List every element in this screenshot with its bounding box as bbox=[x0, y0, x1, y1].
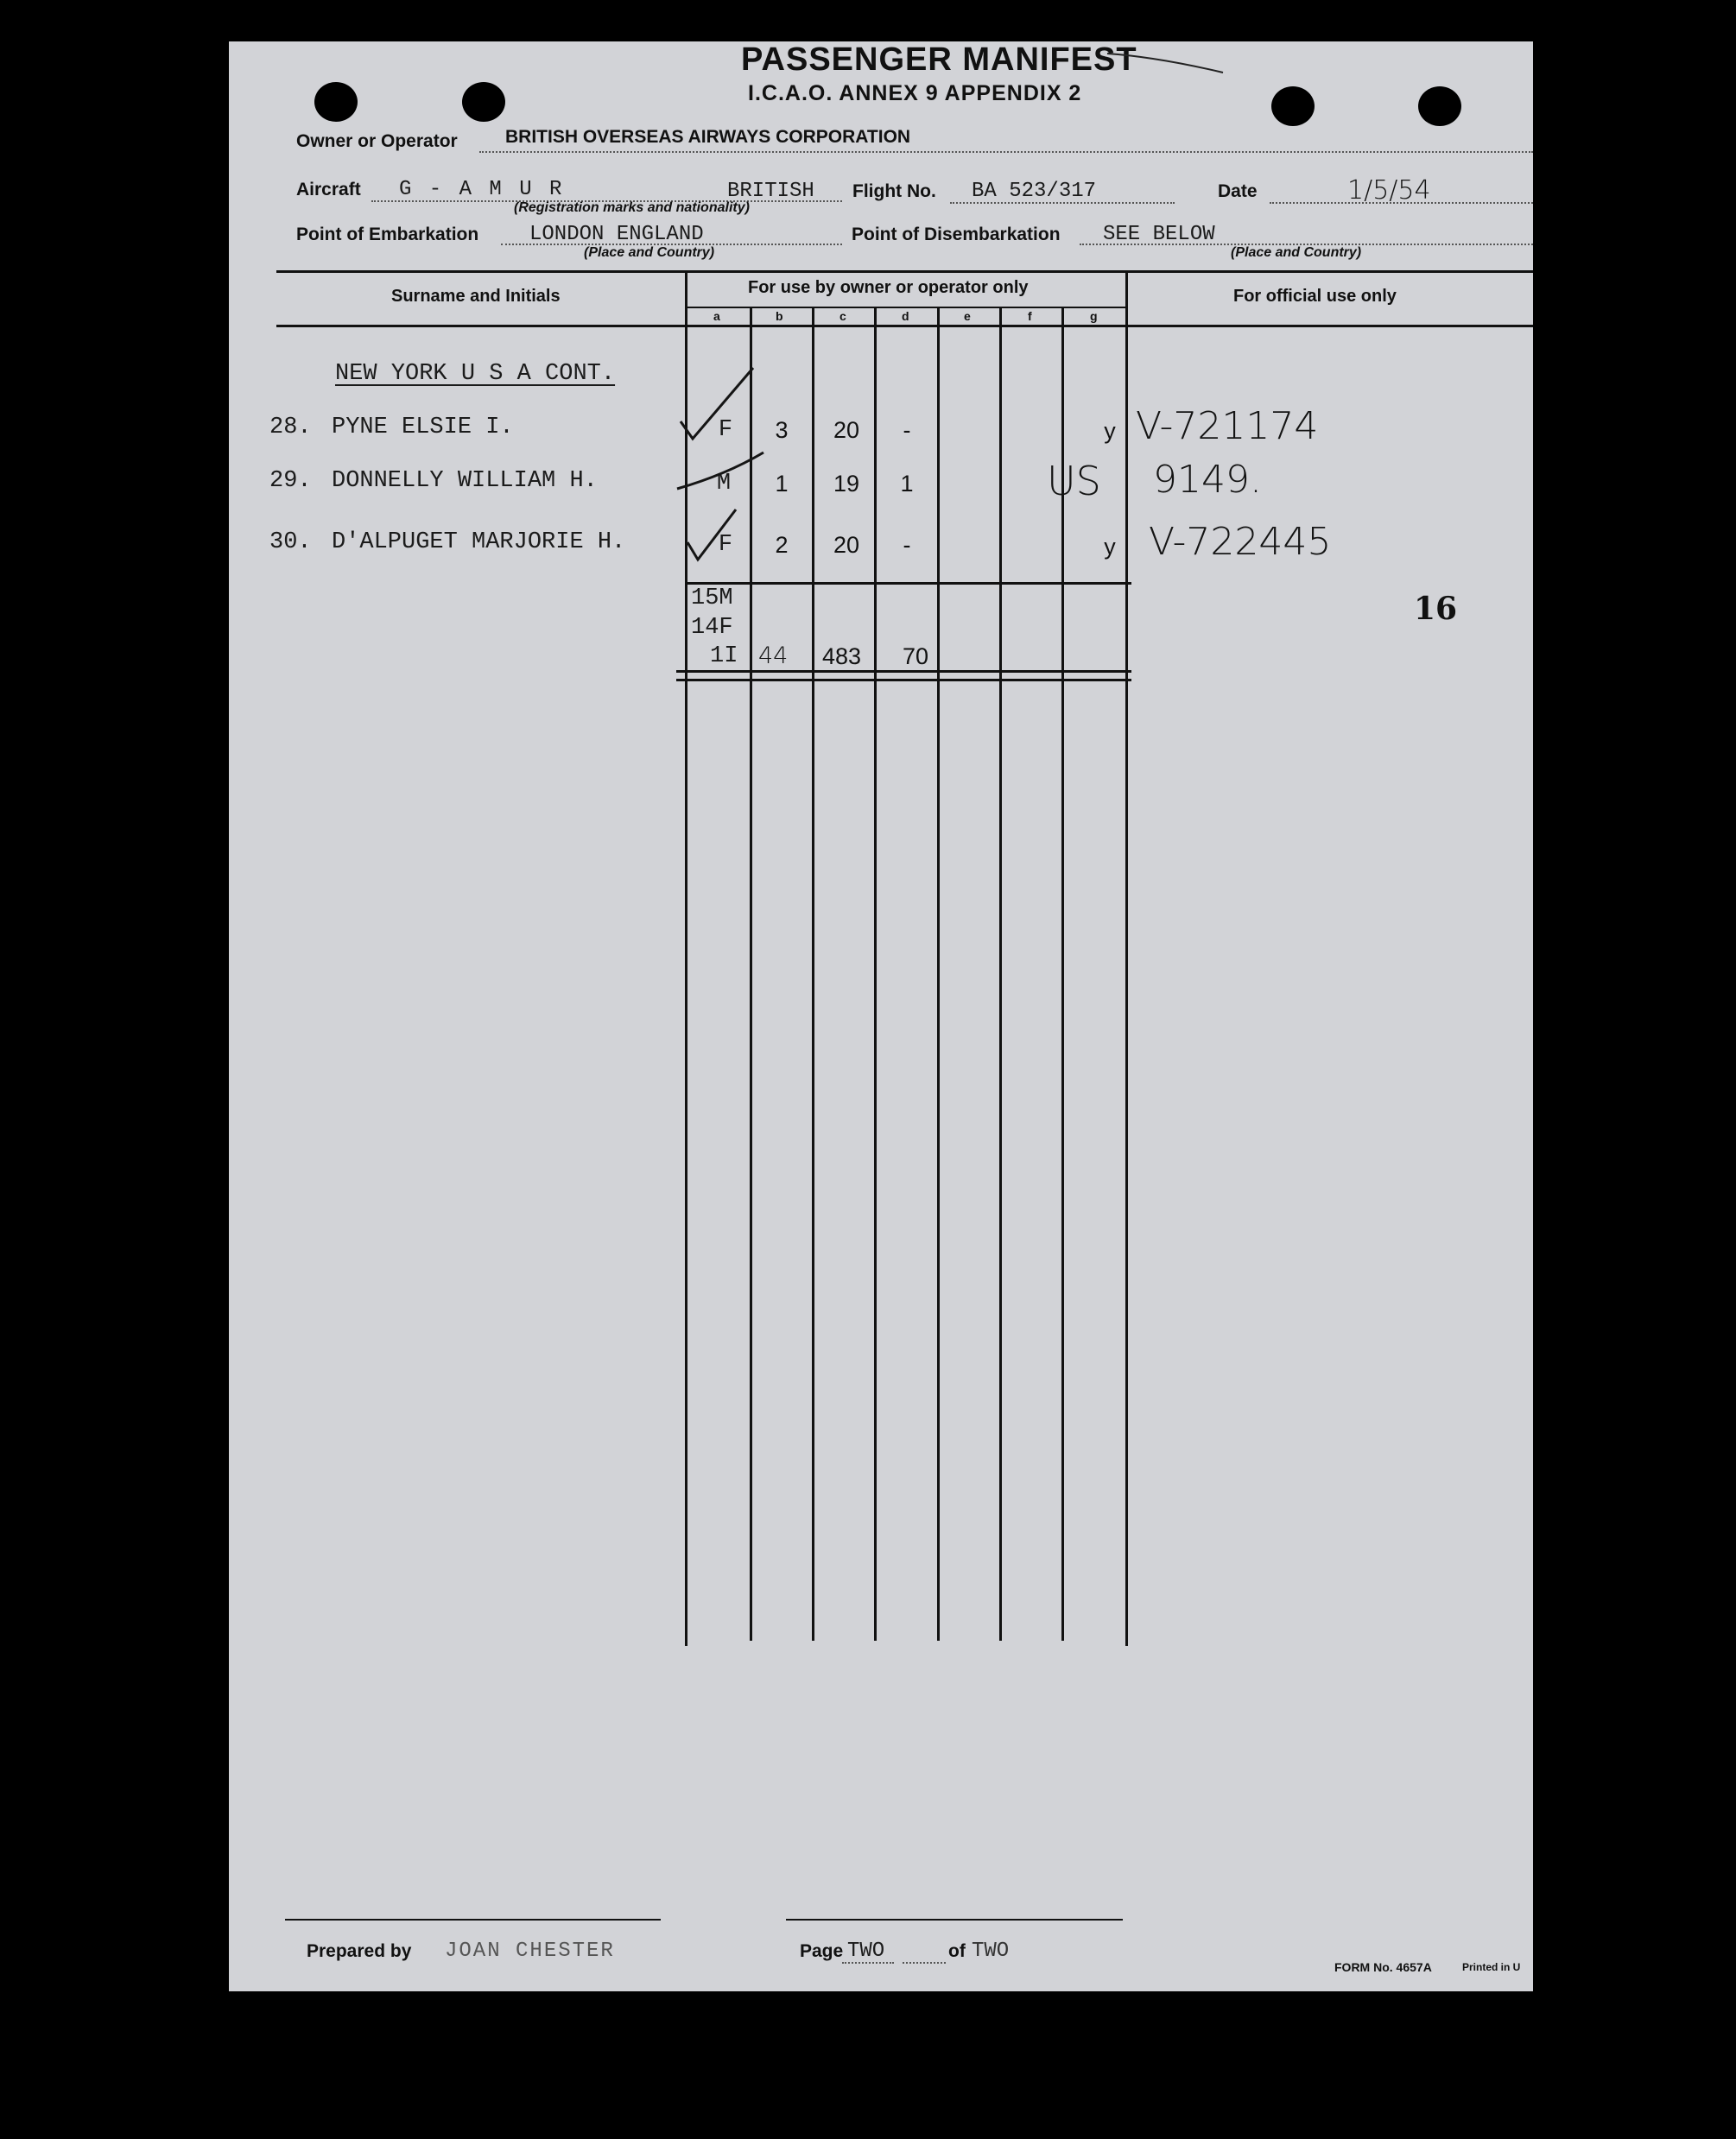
column-header-a: a bbox=[713, 309, 720, 323]
official-visa-number: 9149. bbox=[1153, 458, 1262, 502]
cell-d: 1 bbox=[900, 471, 914, 497]
aircraft-value: G - A M U R bbox=[399, 178, 565, 201]
aircraft-label: Aircraft bbox=[296, 180, 361, 199]
column-header-f: f bbox=[1028, 309, 1032, 323]
section-heading: NEW YORK U S A CONT. bbox=[335, 361, 616, 387]
footer-page-line bbox=[786, 1919, 1123, 1921]
cell-d: - bbox=[903, 417, 911, 443]
column-header-d: d bbox=[902, 309, 909, 323]
prepared-by-label: Prepared by bbox=[307, 1941, 412, 1961]
column-rule-cd bbox=[874, 307, 877, 1641]
page-label: Page bbox=[800, 1941, 844, 1961]
cell-g: y bbox=[1104, 534, 1116, 560]
cell-c: 20 bbox=[833, 417, 860, 443]
column-rule-official bbox=[1125, 273, 1128, 1646]
cell-b: 3 bbox=[775, 417, 789, 443]
title-pen-stroke bbox=[1106, 48, 1226, 83]
form-number: FORM No. 4657A bbox=[1334, 1960, 1432, 1974]
total-males: 15M bbox=[691, 585, 733, 611]
disembarkation-note: (Place and Country) bbox=[1231, 245, 1362, 260]
row-number: 29. bbox=[269, 468, 312, 494]
embarkation-value: LONDON ENGLAND bbox=[529, 223, 704, 246]
punch-hole-1 bbox=[314, 82, 358, 122]
date-dotted-line bbox=[1270, 202, 1533, 204]
printed-in-text: Printed in U bbox=[1462, 1961, 1521, 1973]
punch-hole-4 bbox=[1418, 86, 1461, 126]
cell-g: US bbox=[1047, 458, 1101, 504]
column-rule-bc bbox=[812, 307, 814, 1641]
row-number: 28. bbox=[269, 415, 312, 440]
total-infants: 1I bbox=[710, 643, 738, 669]
total-c: 483 bbox=[822, 643, 862, 669]
row-number: 30. bbox=[269, 529, 312, 555]
disembarkation-value: SEE BELOW bbox=[1103, 223, 1215, 246]
totals-top-rule bbox=[687, 582, 1131, 585]
column-rule-de bbox=[937, 307, 940, 1641]
of-value: TWO bbox=[972, 1940, 1010, 1963]
column-rule-ab bbox=[750, 307, 752, 1641]
punch-hole-3 bbox=[1271, 86, 1315, 126]
cell-d: - bbox=[903, 532, 911, 558]
page-value: TWO bbox=[847, 1940, 885, 1963]
column-header-b: b bbox=[776, 309, 783, 323]
total-females: 14F bbox=[691, 615, 733, 641]
column-header-c: c bbox=[839, 309, 846, 323]
check-mark-icon bbox=[674, 449, 769, 492]
total-b: 44 bbox=[758, 642, 789, 669]
owner-label: Owner or Operator bbox=[296, 131, 458, 151]
flight-value: BA 523/317 bbox=[972, 180, 1097, 203]
embarkation-note: (Place and Country) bbox=[584, 245, 715, 260]
page-dotted-line bbox=[842, 1962, 894, 1964]
flight-dotted-line bbox=[950, 202, 1175, 204]
flight-label: Flight No. bbox=[852, 181, 936, 201]
check-mark-icon bbox=[674, 363, 760, 449]
surname-header: Surname and Initials bbox=[391, 287, 561, 306]
total-d: 70 bbox=[903, 643, 929, 669]
disembarkation-label: Point of Disembarkation bbox=[852, 225, 1061, 244]
cell-sex: M bbox=[716, 471, 732, 497]
of-label: of bbox=[948, 1941, 966, 1961]
official-use-header: For official use only bbox=[1233, 287, 1397, 306]
cell-sex: F bbox=[718, 417, 733, 443]
cell-b: 2 bbox=[775, 532, 789, 558]
cell-g: y bbox=[1104, 418, 1116, 444]
date-label: Date bbox=[1218, 181, 1258, 201]
nationality-value: BRITISH bbox=[727, 180, 814, 203]
passenger-name: PYNE ELSIE I. bbox=[332, 415, 514, 440]
column-rule-ef bbox=[999, 307, 1002, 1641]
punch-hole-2 bbox=[462, 82, 505, 122]
page-subtitle: I.C.A.O. ANNEX 9 APPENDIX 2 bbox=[748, 81, 1082, 105]
footer-signature-line bbox=[285, 1919, 661, 1921]
check-mark-icon bbox=[682, 504, 743, 573]
manifest-sheet bbox=[229, 41, 1533, 1991]
passenger-name: DONNELLY WILLIAM H. bbox=[332, 468, 598, 494]
column-header-g: g bbox=[1090, 309, 1098, 323]
official-visa-number: V-722445 bbox=[1149, 520, 1332, 564]
owner-dotted-line bbox=[479, 151, 1533, 153]
cell-c: 20 bbox=[833, 532, 860, 558]
prepared-by-value: JOAN CHESTER bbox=[445, 1940, 615, 1963]
cell-b: 1 bbox=[775, 471, 789, 497]
registration-note: (Registration marks and nationality) bbox=[514, 200, 750, 215]
owner-use-header: For use by owner or operator only bbox=[748, 278, 1029, 297]
official-visa-number: V-721174 bbox=[1136, 404, 1319, 448]
table-top-rule bbox=[276, 270, 1533, 273]
totals-double-rule-1 bbox=[676, 670, 1131, 673]
table-header-bottom-rule bbox=[276, 325, 1533, 327]
owner-value: BRITISH OVERSEAS AIRWAYS CORPORATION bbox=[505, 127, 911, 147]
page-title: PASSENGER MANIFEST bbox=[741, 41, 1137, 78]
passenger-name: D'ALPUGET MARJORIE H. bbox=[332, 529, 626, 555]
date-value: 1/5/54 bbox=[1347, 175, 1431, 206]
column-header-e: e bbox=[964, 309, 971, 323]
cell-c: 19 bbox=[833, 471, 860, 497]
embarkation-label: Point of Embarkation bbox=[296, 225, 479, 244]
totals-double-rule-2 bbox=[676, 679, 1131, 681]
of-leader-dots bbox=[903, 1962, 946, 1964]
column-rule-fg bbox=[1061, 307, 1064, 1641]
cell-sex: F bbox=[718, 532, 733, 558]
page-count-stamp: 16 bbox=[1414, 591, 1458, 627]
